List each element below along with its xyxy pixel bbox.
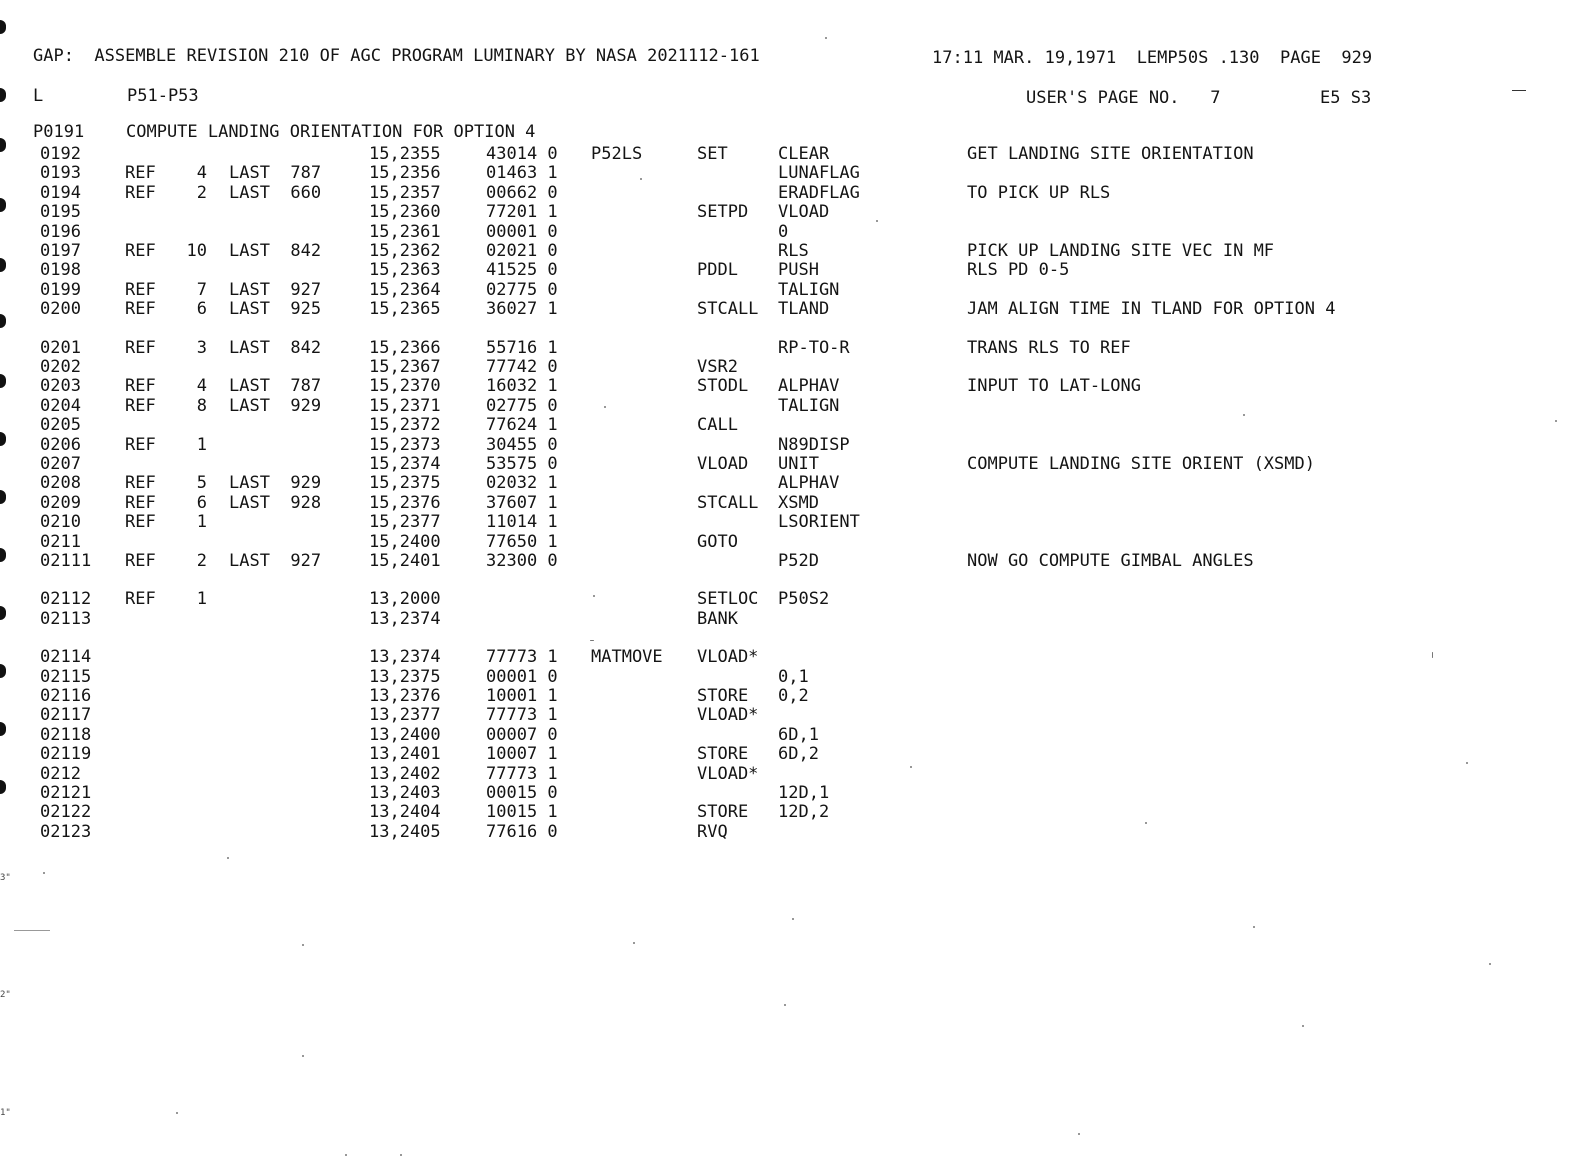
- line-number: 0204: [40, 395, 81, 416]
- operand: N89DISP: [778, 434, 850, 455]
- header-user-page: USER'S PAGE NO. 7: [1026, 88, 1221, 108]
- print-speck: [1145, 822, 1147, 824]
- line-number: 0206: [40, 434, 81, 455]
- ref-keyword: REF: [125, 279, 156, 300]
- ref-count: 2: [196, 551, 207, 571]
- line-number: 02115: [40, 666, 92, 687]
- listing-row: [0, 473, 1582, 493]
- line-number: 0199: [40, 279, 81, 300]
- opcode: SETPD: [697, 202, 749, 223]
- bank-address: 15,2371: [369, 395, 441, 416]
- print-speck: [1243, 414, 1245, 416]
- octal-word: 10015 1: [486, 802, 558, 823]
- last-ref: LAST 929: [229, 473, 322, 494]
- listing-row: [0, 376, 1582, 396]
- octal-word: 77773 1: [486, 647, 558, 668]
- operand: TALIGN: [778, 395, 840, 416]
- listing-row: [0, 744, 1582, 764]
- bank-address: 15,2355: [369, 144, 441, 164]
- bank-address: 13,2377: [369, 705, 441, 726]
- octal-word: 00662 0: [486, 182, 558, 203]
- comment: COMPUTE LANDING SITE ORIENT (XSMD): [967, 454, 1315, 474]
- line-number: 0196: [40, 221, 81, 242]
- ref-count: 10: [186, 241, 207, 261]
- opcode: SET: [697, 144, 728, 164]
- ref-keyword: REF: [125, 299, 156, 320]
- print-speck: [1466, 762, 1468, 764]
- listing-row: [0, 667, 1582, 687]
- symbol-label: MATMOVE: [591, 647, 663, 668]
- octal-word: 01463 1: [486, 163, 558, 184]
- octal-word: 11014 1: [486, 512, 558, 533]
- comment: PICK UP LANDING SITE VEC IN MF: [967, 241, 1275, 261]
- line-number: 0202: [40, 357, 81, 377]
- octal-word: 00015 0: [486, 783, 558, 803]
- line-number: 0212: [40, 763, 81, 784]
- print-speck: [876, 220, 878, 222]
- operand: ALPHAV: [778, 376, 840, 397]
- comment: NOW GO COMPUTE GIMBAL ANGLES: [967, 551, 1254, 571]
- opcode: BANK: [697, 608, 738, 629]
- operand: 0: [778, 221, 789, 242]
- octal-word: 37607 1: [486, 492, 558, 513]
- listing-row: [0, 589, 1582, 609]
- octal-word: 41525 0: [486, 260, 558, 281]
- bank-address: 13,2401: [369, 744, 441, 765]
- opcode: PDDL: [697, 260, 738, 281]
- listing-row: [0, 144, 1582, 164]
- listing-row: [0, 783, 1582, 803]
- last-ref: LAST 927: [229, 551, 322, 571]
- octal-word: 00001 0: [486, 666, 558, 687]
- listing-row: [0, 435, 1582, 455]
- opcode: VLOAD*: [697, 763, 759, 784]
- listing-row: [0, 357, 1582, 377]
- last-ref: LAST 927: [229, 279, 322, 300]
- opcode: VLOAD: [697, 454, 749, 474]
- print-speck: [593, 595, 595, 597]
- print-speck: [345, 1154, 347, 1156]
- ref-keyword: REF: [125, 182, 156, 203]
- bank-address: 15,2376: [369, 492, 441, 513]
- ref-keyword: REF: [125, 337, 156, 358]
- octal-word: 10001 1: [486, 686, 558, 706]
- operand: ERADFLAG: [778, 182, 860, 203]
- octal-word: 30455 0: [486, 434, 558, 455]
- line-number: 0208: [40, 473, 81, 494]
- listing-row: [0, 202, 1582, 222]
- ref-keyword: REF: [125, 434, 156, 455]
- bank-address: 15,2364: [369, 279, 441, 300]
- bank-address: 15,2400: [369, 531, 441, 552]
- line-number: 02118: [40, 724, 92, 745]
- listing-row: [0, 725, 1582, 745]
- octal-word: 77773 1: [486, 763, 558, 784]
- line-number: 0197: [40, 241, 81, 261]
- opcode: STCALL: [697, 492, 759, 513]
- bank-address: 15,2367: [369, 357, 441, 377]
- bank-address: 15,2361: [369, 221, 441, 242]
- ref-count: 1: [196, 512, 207, 533]
- bank-address: 15,2363: [369, 260, 441, 281]
- print-speck: [1489, 963, 1491, 965]
- octal-word: 10007 1: [486, 744, 558, 765]
- listing-row: [0, 260, 1582, 280]
- bank-address: 15,2374: [369, 454, 441, 474]
- ref-count: 5: [196, 473, 207, 494]
- bank-address: 15,2372: [369, 415, 441, 436]
- bank-address: 13,2375: [369, 666, 441, 687]
- line-number: 02111: [40, 551, 92, 571]
- opcode: VSR2: [697, 357, 738, 377]
- print-speck: [1302, 1025, 1304, 1027]
- bank-address: 15,2357: [369, 182, 441, 203]
- bank-address: 13,2405: [369, 821, 441, 842]
- margin-mark: 2": [0, 990, 11, 1000]
- operand: UNIT: [778, 454, 819, 474]
- bank-address: 15,2356: [369, 163, 441, 184]
- ref-count: 8: [196, 395, 207, 416]
- line-number: 02114: [40, 647, 92, 668]
- ref-keyword: REF: [125, 551, 156, 571]
- ref-count: 6: [196, 299, 207, 320]
- opcode: VLOAD*: [697, 647, 759, 668]
- line-number: 02112: [40, 589, 92, 610]
- ref-count: 4: [196, 376, 207, 397]
- operand: PUSH: [778, 260, 819, 281]
- ref-count: 7: [196, 279, 207, 300]
- listing-row: [0, 241, 1582, 261]
- comment: RLS PD 0-5: [967, 260, 1070, 281]
- header-date-page: 17:11 MAR. 19,1971 LEMP50S .130 PAGE 929: [932, 48, 1373, 68]
- listing-row: [0, 222, 1582, 242]
- line-number: 0198: [40, 260, 81, 281]
- opcode: STORE: [697, 686, 749, 706]
- print-speck: [633, 942, 635, 944]
- listing-row: [0, 338, 1582, 358]
- last-ref: LAST 928: [229, 492, 322, 513]
- section-number: P0191: [33, 122, 85, 142]
- opcode: STODL: [697, 376, 749, 397]
- print-speck: [640, 178, 642, 180]
- ref-count: 2: [196, 182, 207, 203]
- ref-count: 4: [196, 163, 207, 184]
- print-speck: [1253, 926, 1255, 928]
- octal-word: 77650 1: [486, 531, 558, 552]
- symbol-label: P52LS: [591, 144, 643, 164]
- print-speck: [1555, 420, 1557, 422]
- listing-row: [0, 764, 1582, 784]
- operand: 0,2: [778, 686, 809, 706]
- print-speck: [792, 918, 794, 920]
- listing-row: [0, 163, 1582, 183]
- print-speck: [302, 944, 304, 946]
- comment: JAM ALIGN TIME IN TLAND FOR OPTION 4: [967, 299, 1336, 320]
- comment: GET LANDING SITE ORIENTATION: [967, 144, 1254, 164]
- operand: 12D,2: [778, 802, 830, 823]
- line-number: 0201: [40, 337, 81, 358]
- bank-address: 15,2366: [369, 337, 441, 358]
- bank-address: 15,2370: [369, 376, 441, 397]
- bank-address: 15,2365: [369, 299, 441, 320]
- section-title: COMPUTE LANDING ORIENTATION FOR OPTION 4: [126, 122, 536, 142]
- print-speck: [784, 1004, 786, 1006]
- print-speck: [590, 640, 594, 641]
- margin-dash: [14, 930, 50, 931]
- print-speck: [604, 406, 606, 408]
- print-speck: [1432, 652, 1433, 658]
- listing-row: [0, 183, 1582, 203]
- line-number: 02113: [40, 608, 92, 629]
- octal-word: 43014 0: [486, 144, 558, 164]
- last-ref: LAST 925: [229, 299, 322, 320]
- listing-row: [0, 686, 1582, 706]
- header-edition: E5 S3: [1320, 88, 1372, 108]
- listing-row: [0, 396, 1582, 416]
- listing-row: [0, 822, 1582, 842]
- octal-word: 77624 1: [486, 415, 558, 436]
- line-number: 02117: [40, 705, 92, 726]
- binder-hole: [0, 88, 6, 102]
- ref-keyword: REF: [125, 512, 156, 533]
- header-program-title: GAP: ASSEMBLE REVISION 210 OF AGC PROGRAM LUMINARY BY NASA 2021112-161: [33, 46, 760, 66]
- operand: TLAND: [778, 299, 830, 320]
- line-number: 0193: [40, 163, 81, 184]
- bank-address: 13,2403: [369, 783, 441, 803]
- ref-count: 1: [196, 434, 207, 455]
- operand: XSMD: [778, 492, 819, 513]
- octal-word: 00007 0: [486, 724, 558, 745]
- operand: RLS: [778, 241, 809, 261]
- last-ref: LAST 787: [229, 163, 322, 184]
- operand: 12D,1: [778, 783, 830, 803]
- corner-dash: [1512, 90, 1526, 91]
- ref-keyword: REF: [125, 492, 156, 513]
- octal-word: 77201 1: [486, 202, 558, 223]
- listing-row: [0, 512, 1582, 532]
- print-speck: [400, 1154, 402, 1156]
- operand: P50S2: [778, 589, 830, 610]
- bank-address: 15,2373: [369, 434, 441, 455]
- last-ref: LAST 842: [229, 337, 322, 358]
- line-number: 0207: [40, 454, 81, 474]
- last-ref: LAST 787: [229, 376, 322, 397]
- line-number: 0200: [40, 299, 81, 320]
- binder-hole: [0, 20, 6, 34]
- bank-address: 13,2374: [369, 647, 441, 668]
- opcode: STCALL: [697, 299, 759, 320]
- line-number: 02122: [40, 802, 92, 823]
- comment: TO PICK UP RLS: [967, 182, 1111, 203]
- listing-row: [0, 551, 1582, 571]
- listing-row: [0, 647, 1582, 667]
- listing-row: [0, 493, 1582, 513]
- line-number: 0192: [40, 144, 81, 164]
- operand: 0,1: [778, 666, 809, 687]
- octal-word: 55716 1: [486, 337, 558, 358]
- operand: CLEAR: [778, 144, 830, 164]
- bank-address: 15,2377: [369, 512, 441, 533]
- ref-count: 1: [196, 589, 207, 610]
- opcode: CALL: [697, 415, 738, 436]
- operand: 6D,1: [778, 724, 819, 745]
- bank-address: 15,2362: [369, 241, 441, 261]
- bank-address: 13,2400: [369, 724, 441, 745]
- ref-keyword: REF: [125, 589, 156, 610]
- print-speck: [1078, 1133, 1080, 1135]
- margin-mark: 3": [0, 873, 11, 883]
- line-number: 02119: [40, 744, 92, 765]
- print-speck: [302, 1055, 304, 1057]
- print-speck: [227, 857, 229, 859]
- octal-word: 77616 0: [486, 821, 558, 842]
- line-number: 02116: [40, 686, 92, 706]
- ref-keyword: REF: [125, 395, 156, 416]
- operand: LSORIENT: [778, 512, 860, 533]
- opcode: SETLOC: [697, 589, 759, 610]
- bank-address: 13,2000: [369, 589, 441, 610]
- listing-row: [0, 299, 1582, 319]
- listing-row: [0, 609, 1582, 629]
- bank-address: 13,2376: [369, 686, 441, 706]
- listing-row: [0, 532, 1582, 552]
- line-number: 02121: [40, 783, 92, 803]
- operand: TALIGN: [778, 279, 840, 300]
- ref-count: 6: [196, 492, 207, 513]
- ref-count: 3: [196, 337, 207, 358]
- print-speck: [825, 37, 827, 39]
- octal-word: 77773 1: [486, 705, 558, 726]
- opcode: RVQ: [697, 821, 728, 842]
- comment: TRANS RLS TO REF: [967, 337, 1131, 358]
- octal-word: 02775 0: [486, 395, 558, 416]
- line-number: 0205: [40, 415, 81, 436]
- line-number: 0203: [40, 376, 81, 397]
- operand: ALPHAV: [778, 473, 840, 494]
- header-section-range: P51-P53: [127, 86, 199, 106]
- last-ref: LAST 660: [229, 182, 322, 203]
- octal-word: 16032 1: [486, 376, 558, 397]
- print-speck: [43, 872, 45, 874]
- listing-row: [0, 415, 1582, 435]
- margin-mark: 1": [0, 1108, 11, 1118]
- ref-keyword: REF: [125, 163, 156, 184]
- bank-address: 13,2404: [369, 802, 441, 823]
- octal-word: 02021 0: [486, 241, 558, 261]
- line-number: 0195: [40, 202, 81, 223]
- line-number: 0211: [40, 531, 81, 552]
- octal-word: 53575 0: [486, 454, 558, 474]
- operand: 6D,2: [778, 744, 819, 765]
- header-log-letter: L: [33, 86, 44, 106]
- line-number: 0209: [40, 492, 81, 513]
- opcode: GOTO: [697, 531, 738, 552]
- opcode: VLOAD*: [697, 705, 759, 726]
- line-number: 02123: [40, 821, 92, 842]
- ref-keyword: REF: [125, 241, 156, 261]
- bank-address: 13,2374: [369, 608, 441, 629]
- operand: RP-TO-R: [778, 337, 850, 358]
- octal-word: 77742 0: [486, 357, 558, 377]
- opcode: STORE: [697, 802, 749, 823]
- octal-word: 32300 0: [486, 551, 558, 571]
- bank-address: 15,2360: [369, 202, 441, 223]
- operand: P52D: [778, 551, 819, 571]
- operand: LUNAFLAG: [778, 163, 860, 184]
- print-speck: [176, 1112, 178, 1114]
- bank-address: 13,2402: [369, 763, 441, 784]
- ref-keyword: REF: [125, 473, 156, 494]
- print-speck: [910, 766, 912, 768]
- ref-keyword: REF: [125, 376, 156, 397]
- bank-address: 15,2401: [369, 551, 441, 571]
- octal-word: 00001 0: [486, 221, 558, 242]
- octal-word: 36027 1: [486, 299, 558, 320]
- listing-row: [0, 280, 1582, 300]
- opcode: STORE: [697, 744, 749, 765]
- operand: VLOAD: [778, 202, 830, 223]
- bank-address: 15,2375: [369, 473, 441, 494]
- octal-word: 02032 1: [486, 473, 558, 494]
- last-ref: LAST 929: [229, 395, 322, 416]
- line-number: 0194: [40, 182, 81, 203]
- octal-word: 02775 0: [486, 279, 558, 300]
- listing-row: [0, 802, 1582, 822]
- comment: INPUT TO LAT-LONG: [967, 376, 1141, 397]
- line-number: 0210: [40, 512, 81, 533]
- listing-row: [0, 705, 1582, 725]
- listing-row: [0, 454, 1582, 474]
- last-ref: LAST 842: [229, 241, 322, 261]
